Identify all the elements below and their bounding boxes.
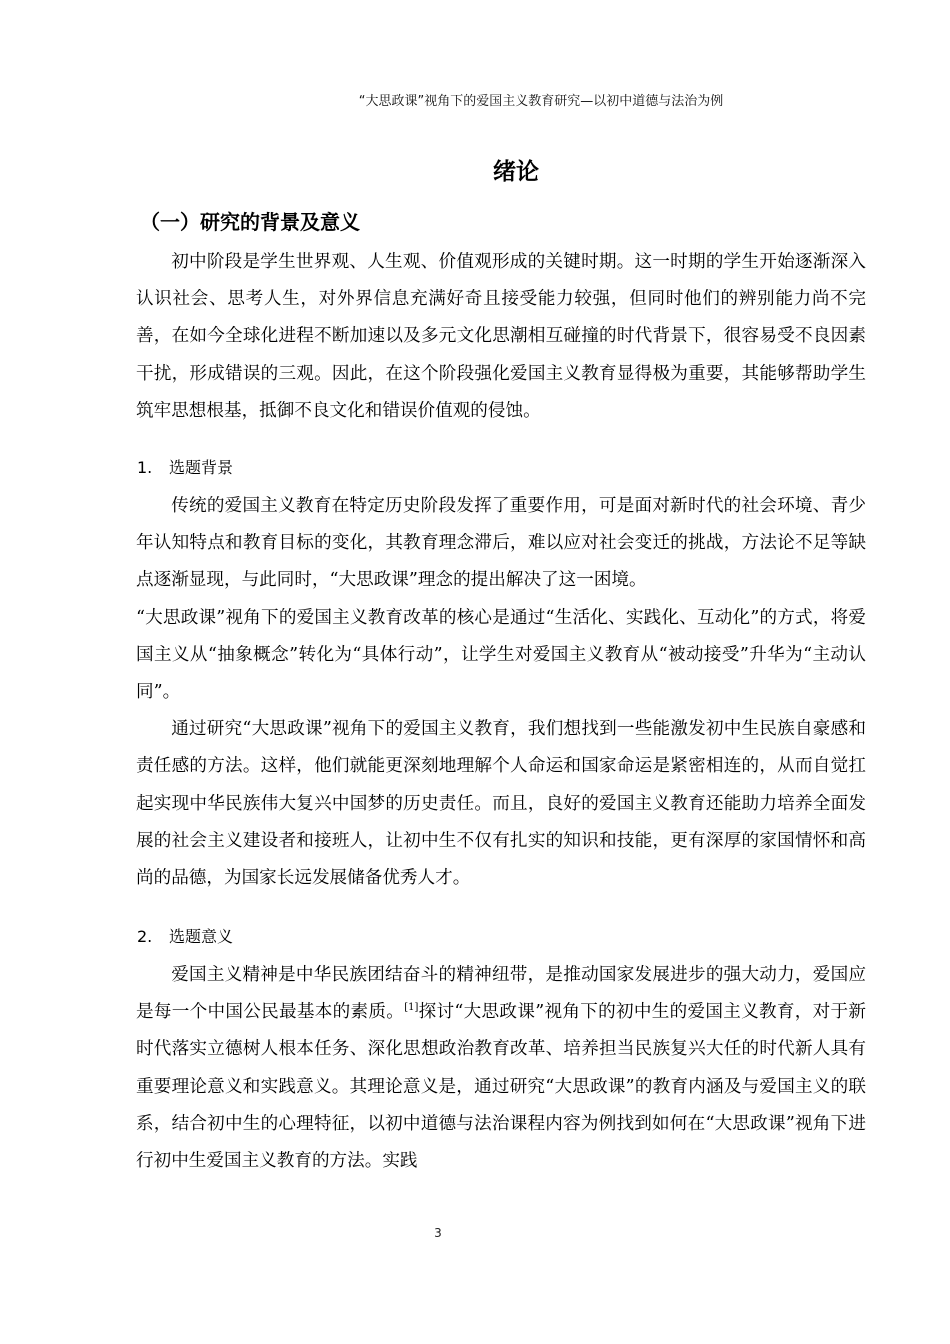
paragraph-text: 爱国主义精神是中华民族团结奋斗的精神纽带，是推动国家发展进步的强大动力，爱国应是每一个中国公民最基本的素质。 (136, 965, 866, 1023)
intro-text-block (136, 244, 866, 430)
background-paragraph-1: 传统的爱国主义教育在特定历史阶段发挥了重要作用，可是面对新时代的社会环境、青少年认知特点和教育目标的变化，其教育理念滞后，难以应对社会变迁的挑战，方法论不足等缺点逐渐显现，与此同时，“大思政课”理念的提出解决了这一困境。 (136, 496, 866, 591)
subsection-title: 选题背景 (169, 458, 234, 477)
subsection-title: 选题意义 (169, 927, 234, 946)
subsection-number: 2. (137, 927, 153, 946)
citation-reference[interactable]: [1] (404, 1002, 419, 1014)
chapter-title: 绪论 (493, 159, 539, 185)
running-header: “大思政课”视角下的爱国主义教育研究—以初中道德与法治为例 (358, 94, 724, 109)
subsection-number: 1. (137, 458, 153, 477)
section-heading: （一）研究的背景及意义 (140, 210, 360, 234)
paragraph-text: 探讨“大思政课”视角下的初中生的爱国主义教育，对于新时代落实立德树人根本任务、深化思想政治教育改革、培养担当民族复兴大任的时代新人具有重要理论意义和实践意义。其理论意义是，通过研究“大思政课”的教育内涵及与爱国主义的联系，结合初中生的心理特征，以初中道德与法治课程内容为例找到如何在“大思政课”视角下进行初中生爱国主义教育的方法。实践 (136, 1002, 866, 1172)
subsection-heading-background (137, 456, 233, 480)
background-paragraph-3: 通过研究“大思政课”视角下的爱国主义教育，我们想找到一些能激发初中生民族自豪感和责任感的方法。这样，他们就能更深刻地理解个人命运和国家命运是紧密相连的，从而自觉扛起实现中华民族伟大复兴中国梦的历史责任。而且，良好的爱国主义教育还能助力培养全面发展的社会主义建设者和接班人，让初中生不仅有扎实的知识和技能，更有深厚的家国情怀和高尚的品德，为国家长远发展储备优秀人才。 (136, 719, 866, 889)
significance-paragraph-1 (136, 957, 866, 1180)
significance-text-block (136, 957, 866, 1180)
page-number: 3 (434, 1226, 442, 1240)
background-text-block (136, 488, 866, 897)
subsection-heading-significance (137, 925, 233, 949)
background-paragraph-2: “大思政课”视角下的爱国主义教育改革的核心是通过“生活化、实践化、互动化”的方式，将爱国主义从“抽象概念”转化为“具体行动”，让学生对爱国主义教育从“被动接受”升华为“主动认同”。 (136, 607, 866, 703)
intro-paragraph: 初中阶段是学生世界观、人生观、价值观形成的关键时期。这一时期的学生开始逐渐深入认识社会、思考人生，对外界信息充满好奇且接受能力较强，但同时他们的辨别能力尚不完善，在如今全球化进程不断加速以及多元文化思潮相互碰撞的时代背景下，很容易受不良因素干扰，形成错误的三观。因此，在这个阶段强化爱国主义教育显得极为重要，其能够帮助学生筑牢思想根基，抵御不良文化和错误价值观的侵蚀。 (136, 252, 866, 421)
